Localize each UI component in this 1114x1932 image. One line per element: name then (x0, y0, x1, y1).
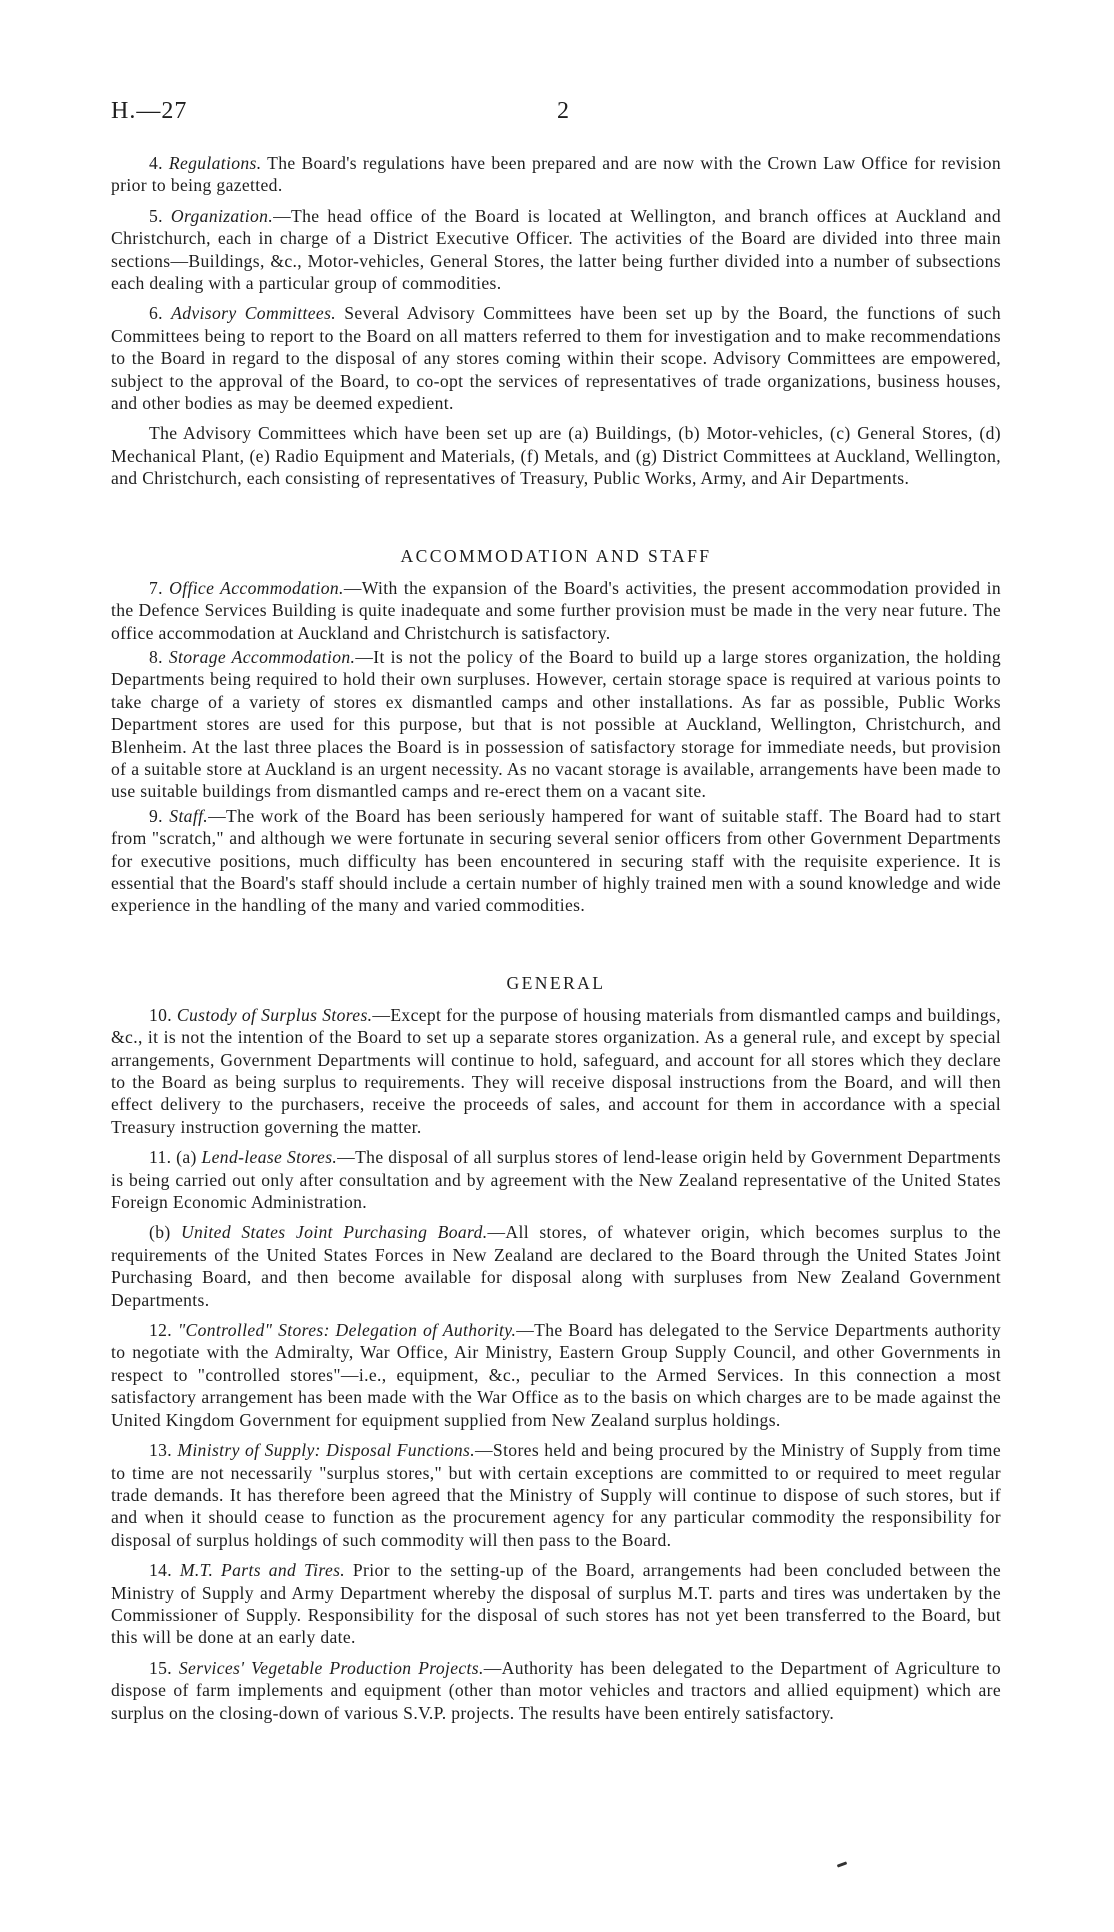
paragraph-ministry-of-supply (111, 1439, 1001, 1551)
document-body (111, 152, 1001, 1732)
page-header (111, 98, 1001, 130)
paragraph-text: —Authority has been delegated to the Department of Agriculture to dispose of farm implements and equipment (other than motor vehicles and tractors and allied equipment) which are surplus on the closing-down of various S.V.P. projects. The results have been entirely satisfactory. (111, 1657, 1001, 1723)
document-reference: H.—27 (111, 98, 188, 124)
paragraph-number: 15. (149, 1657, 179, 1678)
paragraph-number: 6. (149, 303, 172, 324)
paragraph-number: 9. (149, 805, 170, 826)
paragraph-title: "Controlled" Stores: Delegation of Authority. (177, 1320, 517, 1341)
section-heading-accommodation: ACCOMMODATION AND STAFF (400, 545, 712, 566)
paragraph-text: —All stores, of whatever origin, which becomes surplus to the requirements of the United States Forces in New Zealand are declared to the Board through the United States Joint Purchasing Board, and then become available for disposal along with surpluses from New Zealand Government Departments. (111, 1222, 1001, 1310)
paragraph-text: —With the expansion of the Board's activities, the present accommodation provided in the Defence Services Building is quite inadequate and some further provision must be made in the very near future. The office accommodation at Auckland and Christchurch is satisfactory. (111, 577, 1001, 643)
paragraph-title: Ministry of Supply: Disposal Functions. (177, 1440, 475, 1461)
paragraph-text: —It is not the policy of the Board to build up a large stores organization, the holding Departments being required to hold their own surpluses. However, certain storage space is required at various points to take charge of a variety of stores ex dismantled camps and other installations. As far as possible, Public Works Department stores are used for this purpose, but that is not possible at Auckland, Wellington, Christchurch, and Blenheim. At the last three places the Board is in possession of satisfactory storage for immediate needs, but provision of a suitable store at Auckland is an urgent necessity. As no vacant storage is available, arrangements have been made to use suitable buildings from dismantled camps and re-erect them on a vacant site. (111, 646, 1001, 802)
paragraph-title: United States Joint Purchasing Board. (180, 1222, 488, 1243)
paragraph-number: 7. (149, 577, 170, 598)
paragraph-text: Several Advisory Committees have been set up by the Board, the functions of such Committees being to report to the Board on all matters referred to them for investigation and to make recommendations to the Board in regard to the disposal of any stores coming within their scope. Advisory Committees are empowered, subject to the approval of the Board, to co-opt the services of representatives of trade organizations, business houses, and other bodies as may be deemed expedient. (111, 303, 1001, 414)
paragraph-organization (111, 205, 1001, 295)
paragraph-vegetable-production (111, 1657, 1001, 1724)
paragraph-committee-list (111, 422, 1001, 489)
paragraph-title: Advisory Committees. (171, 303, 337, 324)
paragraph-title: Organization. (170, 205, 274, 226)
paragraph-text: The Board's regulations have been prepared and are now with the Crown Law Office for revision prior to being gazetted. (111, 153, 1001, 196)
paragraph-number: 14. (149, 1560, 180, 1581)
paragraph-number: 4. (149, 153, 169, 173)
paragraph-joint-purchasing (111, 1221, 1001, 1311)
paragraph-text: —The work of the Board has been seriously hampered for want of suitable staff. The Board had to start from "scratch," and although we were fortunate in securing several senior officers from other Government Departments for executive positions, much difficulty has been encountered in securing staff with the requisite experience. It is essential that the Board's staff should include a certain number of highly trained men with a sound knowledge and wide experience in the handling of the many and varied commodities. (111, 805, 1001, 916)
paragraph-title: Lend-lease Stores. (201, 1147, 338, 1168)
paragraph-title: Office Accommodation. (169, 577, 344, 598)
paragraph-storage-accommodation (111, 646, 1001, 803)
paragraph-title: Services' Vegetable Production Projects. (178, 1657, 484, 1678)
paragraph-title: Staff. (169, 805, 209, 826)
paragraph-text: Prior to the setting-up of the Board, arrangements had been concluded between the Ministry of Supply and Army Department whereby the disposal of surplus M.T. parts and tires was undertaken by the Commissioner of Supply. Responsibility for the disposal of such stores has not yet been transferred to the Board, but this will be done at an early date. (111, 1560, 1001, 1648)
paragraph-text: —The head office of the Board is located at Wellington, and branch offices at Auckland and Christchurch, each in charge of a District Executive Officer. The activities of the Board are divided into three main sections—Buildings, &c., Motor-vehicles, General Stores, the latter being further divided into a number of subsections each dealing with a particular group of commodities. (111, 205, 1001, 294)
paragraph-number: 10. (149, 1004, 177, 1025)
paragraph-title: M.T. Parts and Tires. (179, 1560, 346, 1581)
paragraph-number: 8. (149, 646, 169, 667)
paragraph-controlled-stores (111, 1319, 1001, 1431)
paragraph-number: 13. (149, 1440, 178, 1461)
paragraph-regulations (111, 152, 1001, 197)
paragraph-number: 12. (149, 1320, 178, 1341)
paragraph-number: 11. (a) (149, 1147, 202, 1168)
paragraph-text: —Except for the purpose of housing materials from dismantled camps and buildings, &c., it is not the intention of the Board to set up a separate stores organization. As a general rule, and except by special arrangements, Government Departments will continue to hold, safeguard, and account for all stores which they declare to the Board as being surplus to requirements. They will receive disposal instructions from the Board, and will then effect delivery to the purchasers, receive the proceeds of sales, and account for them in accordance with a special Treasury instruction governing the matter. (111, 1004, 1001, 1137)
paragraph-title: Regulations. (168, 153, 262, 173)
paragraph-advisory-committees (111, 302, 1001, 414)
paragraph-lend-lease (111, 1146, 1001, 1213)
paragraph-text: The Advisory Committees which have been set up are (a) Buildings, (b) Motor-vehicles, (c) General Stores, (d) Mechanical Plant, (e) Radio Equipment and Materials, (f) Metals, and (g) District Committees at Auckland, Wellington, and Christchurch, each consisting of representatives of Treasury, Public Works, Army, and Air Departments. (111, 423, 1001, 489)
section-heading-general: GENERAL (506, 972, 606, 993)
paragraph-text: —The Board has delegated to the Service Departments authority to negotiate with the Admiralty, War Office, Air Ministry, Eastern Group Supply Council, and other Governments in respect to "controlled stores"—i.e., equipment, &c., peculiar to the Armed Services. In this connection a most satisfactory arrangement has been made with the War Office as to the basis on which charges are to be made against the United Kingdom Government for equipment supplied from New Zealand surplus holdings. (111, 1320, 1002, 1430)
paragraph-text: —The disposal of all surplus stores of lend-lease origin held by Government Departments is being carried out only after consultation and by agreement with the New Zealand representative of the United States Foreign Economic Administration. (111, 1147, 1001, 1213)
page-number: 2 (557, 98, 569, 124)
paragraph-title: Storage Accommodation. (168, 646, 356, 667)
paragraph-mt-parts (111, 1559, 1001, 1649)
paragraph-title: Custody of Surplus Stores. (176, 1004, 373, 1025)
paragraph-staff (111, 805, 1001, 917)
paragraph-number: 5. (149, 205, 171, 226)
paragraph-number: (b) (149, 1222, 181, 1243)
paragraph-custody (111, 1004, 1001, 1138)
stray-ink-mark (837, 1861, 847, 1867)
paragraph-office-accommodation (111, 577, 1001, 644)
paragraph-text: —Stores held and being procured by the Ministry of Supply from time to time are not necessarily "surplus stores," but with certain exceptions are committed to or required to meet regular trade demands. It has therefore been agreed that the Ministry of Supply will continue to dispose of such stores, but if and when it should cease to function as the procurement agency for any particular commodity the responsibility for disposal of surplus holdings of such commodity will then pass to the Board. (111, 1440, 1001, 1550)
